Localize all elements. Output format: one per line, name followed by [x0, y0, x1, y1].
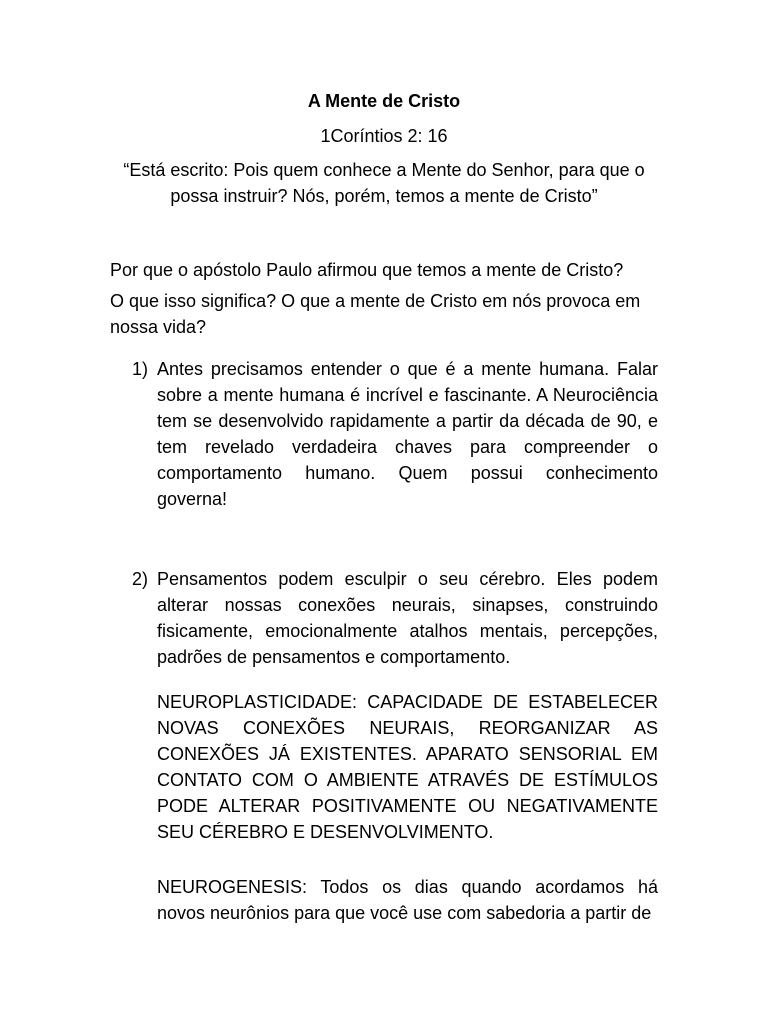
- question-paragraph-2: O que isso significa? O que a mente de Cristo em nós provoca em nossa vida?: [110, 291, 641, 337]
- list-item-number: 1): [132, 359, 149, 379]
- list-item: [110, 356, 658, 512]
- list-item-number: 2): [132, 569, 149, 589]
- document-title: A Mente de Cristo: [307, 91, 461, 111]
- list-item-text: Antes precisamos entender o que é a mente humana. Falar sobre a mente humana é incrível e fascinante. A Neurociência tem se desenvolvido rapidamente a partir da década de 90, e tem revelado verdadeira chaves para compreender o comportamento humano. Quem possui conhecimento governa!: [157, 359, 658, 509]
- list-item: [110, 566, 658, 670]
- neurogenesis-paragraph: NEUROGENESIS: Todos os dias quando acordamos há novos neurônios para que você use com sabedoria a partir de: [157, 877, 658, 923]
- question-paragraph-1: Por que o apóstolo Paulo afirmou que temos a mente de Cristo?: [110, 260, 624, 280]
- neuroplasticity-paragraph: NEUROPLASTICIDADE: CAPACIDADE DE ESTABELECER NOVAS CONEXÕES NEURAIS, REORGANIZAR AS CONEXÕES JÁ EXISTENTES. APARATO SENSORIAL EM CONTATO COM O AMBIENTE ATRAVÉS DE ESTÍMULOS PODE ALTERAR POSITIVAMENTE OU NEGATIVAMENTE SEU CÉREBRO E DESENVOLVIMENTO.: [157, 692, 658, 842]
- list-item-text: Pensamentos podem esculpir o seu cérebro. Eles podem alterar nossas conexões neurais, sinapses, construindo fisicamente, emocionalmente atalhos mentais, percepções, padrões de pensamentos e comportamento.: [157, 569, 658, 667]
- bible-quote: “Está escrito: Pois quem conhece a Mente do Senhor, para que o possa instruir? Nós, porém, temos a mente de Cristo”: [123, 160, 645, 206]
- bible-reference: 1Coríntios 2: 16: [320, 126, 448, 146]
